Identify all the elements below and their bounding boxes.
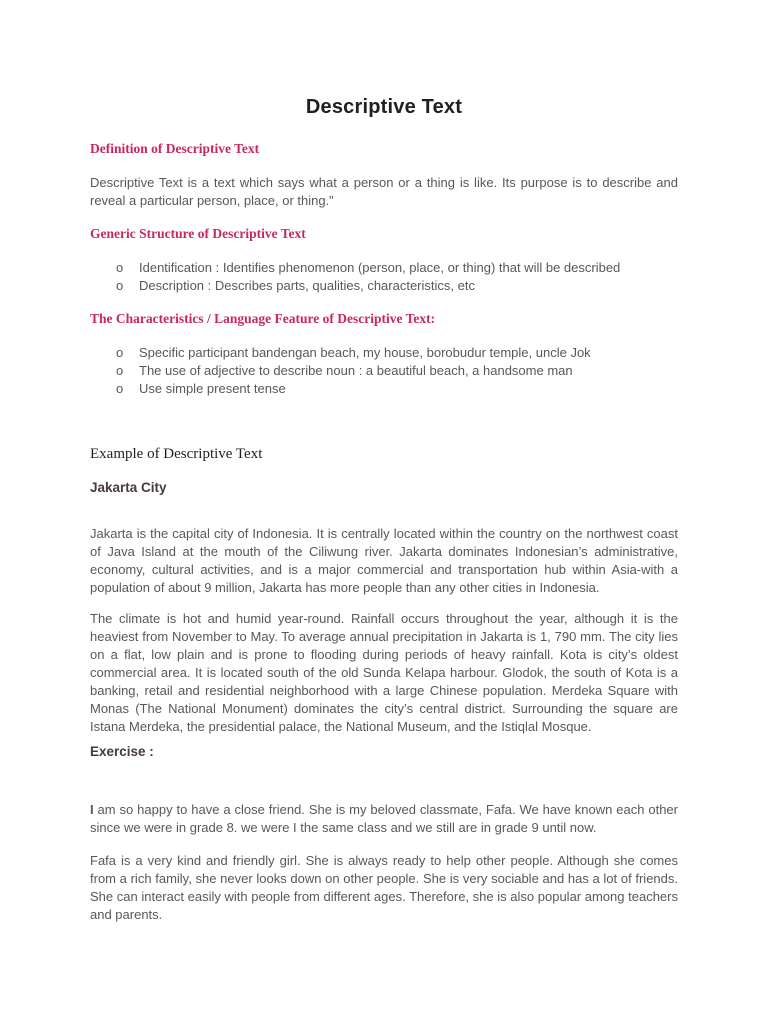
- example-title: Jakarta City: [90, 480, 167, 495]
- example-paragraph: The climate is hot and humid year-round. Rainfall occurs throughout the year, although it is the heaviest from November to May. To average annual precipitation in Jakarta is 1, 790 mm. The city lies on a flat, low plain and is prone to flooding during periods of heavy rainfall. Kota is city’s oldest commercial area. It is located south of the old Sunda Kelapa harbour. Glodok, the south of Kota is a banking, retail and residential neighborhood with a large Chinese population. Merdeka Square with Monas (The National Monument) dominates the city’s central district. Surrounding the square are Istana Merdeka, the presidential palace, the National Museum, and the Istiqlal Mosque.: [90, 611, 678, 734]
- exercise-label: Exercise :: [90, 744, 154, 759]
- characteristics-heading: The Characteristics / Language Feature of Descriptive Text:: [90, 311, 436, 326]
- bullet-marker: o: [116, 260, 124, 275]
- definition-body: Descriptive Text is a text which says what a person or a thing is like. Its purpose is to describe and reveal a particular person, place, or thing.”: [90, 175, 678, 208]
- bullet-marker: o: [116, 345, 124, 360]
- exercise-paragraph: Fafa is a very kind and friendly girl. She is always ready to help other people. Although she comes from a rich family, she never looks down on other people. She is very sociable and has a lot of friends. She can interact easily with people from different ages. Therefore, she is also popular among teachers and parents.: [90, 853, 678, 922]
- bullet-marker: o: [116, 381, 124, 396]
- bullet-marker: o: [116, 278, 124, 293]
- list-item-text: Description : Describes parts, qualities, characteristics, etc: [139, 278, 475, 293]
- list-item: [90, 380, 678, 398]
- definition-heading: Definition of Descriptive Text: [90, 141, 260, 156]
- list-item: [90, 362, 678, 380]
- list-item: [90, 259, 678, 277]
- characteristics-list: [90, 344, 678, 398]
- list-item: [90, 277, 678, 295]
- exercise-paragraph-text: am so happy to have a close friend. She is my beloved classmate, Fafa. We have known each other since we were in grade 8. we were I the same class and we still are in grade 9 until now.: [90, 802, 678, 835]
- list-item-text: Specific participant bandengan beach, my house, borobudur temple, uncle Jok: [139, 345, 591, 360]
- list-item: [90, 344, 678, 362]
- example-paragraph: Jakarta is the capital city of Indonesia. It is centrally located within the country on the northwest coast of Java Island at the mouth of the Ciliwung river. Jakarta dominates Indonesian’s administrative, economy, cultural activities, and is a major commercial and transportation hub within Asia-with a population of about 9 million, Jakarta has more people than any other cities in Indonesia.: [90, 526, 678, 595]
- exercise-paragraph: [90, 801, 678, 837]
- page-title: Descriptive Text: [305, 96, 463, 118]
- generic-structure-heading: Generic Structure of Descriptive Text: [90, 226, 306, 241]
- example-label: Example of Descriptive Text: [90, 446, 263, 462]
- list-item-text: Use simple present tense: [139, 381, 286, 396]
- generic-structure-list: [90, 259, 678, 295]
- bullet-marker: o: [116, 363, 124, 378]
- list-item-text: Identification : Identifies phenomenon (person, place, or thing) that will be described: [139, 260, 621, 275]
- exercise-paragraph-lead: I: [90, 802, 94, 817]
- list-item-text: The use of adjective to describe noun : a beautiful beach, a handsome man: [139, 363, 573, 378]
